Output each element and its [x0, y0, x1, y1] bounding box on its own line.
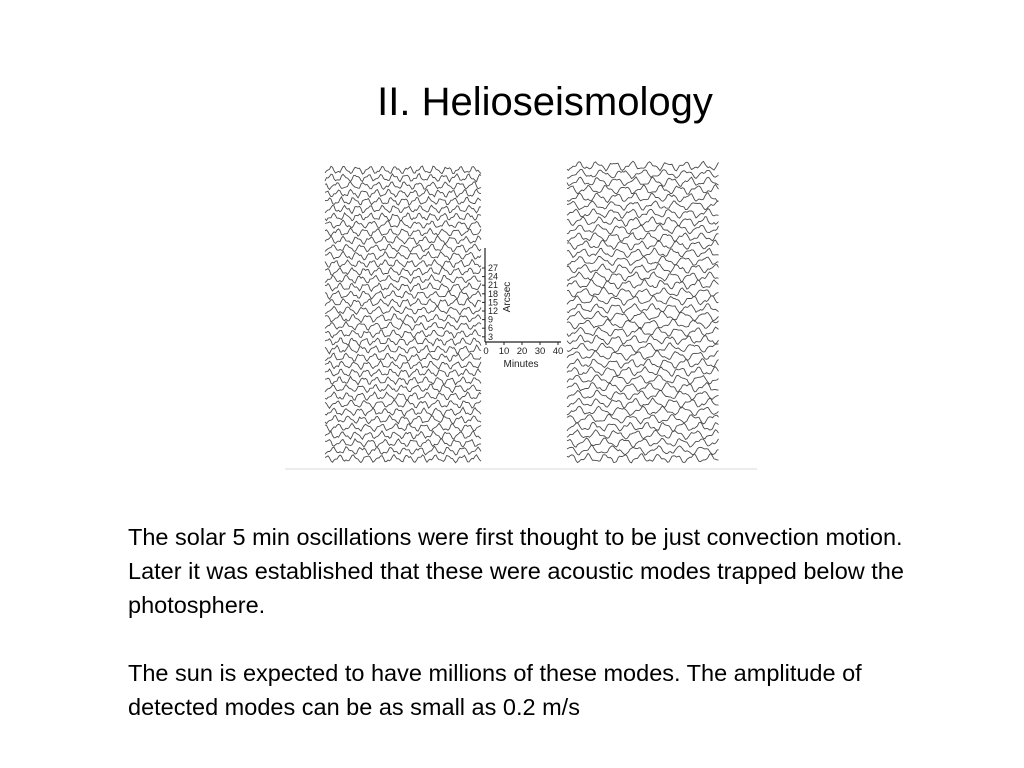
left-trace	[325, 251, 481, 260]
left-trace	[325, 384, 481, 392]
right-trace	[567, 233, 719, 242]
left-trace	[325, 439, 481, 447]
right-trace	[567, 304, 719, 314]
right-trace	[567, 438, 719, 448]
right-trace	[567, 343, 719, 353]
left-trace	[325, 182, 481, 190]
x-tick-label: 30	[534, 346, 546, 357]
paragraph-oscillations: The solar 5 min oscillations were first thought to be just convection motion. Later it was established that these were acoustic modes trapped below the photosphere.	[128, 524, 904, 618]
left-trace	[325, 455, 481, 463]
left-trace	[325, 392, 481, 400]
right-trace	[567, 201, 719, 210]
left-trace	[325, 361, 481, 370]
left-trace	[325, 189, 481, 198]
x-tick-label: 10	[498, 346, 510, 357]
right-trace	[567, 161, 719, 171]
right-trace	[567, 256, 719, 265]
left-trace	[325, 244, 481, 252]
right-trace	[567, 224, 719, 234]
slide-title: II. Helioseismology	[377, 80, 713, 124]
y-tick-label: 21	[488, 280, 499, 291]
left-trace-panel	[325, 166, 481, 463]
y-tick-label: 15	[488, 297, 499, 308]
paragraph-modes: The sun is expected to have millions of these modes. The amplitude of detected modes can be as small as 0.2 m/s	[128, 660, 862, 720]
y-tick-label: 6	[488, 323, 494, 334]
oscillation-traces-plot	[285, 152, 757, 472]
left-trace	[325, 407, 481, 416]
left-trace	[325, 236, 481, 245]
left-trace	[325, 431, 481, 439]
right-trace	[567, 367, 719, 377]
right-trace	[567, 185, 719, 195]
left-trace	[325, 377, 481, 385]
right-trace	[567, 248, 719, 258]
right-trace	[567, 272, 719, 282]
left-trace	[325, 446, 481, 455]
right-trace	[567, 406, 719, 415]
right-trace	[567, 375, 719, 385]
left-trace	[325, 205, 481, 213]
y-axis-label: Arcsec	[502, 281, 513, 313]
left-trace	[325, 314, 481, 323]
left-trace	[325, 267, 481, 275]
left-trace	[325, 423, 481, 431]
left-trace	[325, 369, 481, 377]
y-tick-label: 3	[488, 331, 494, 342]
x-tick-label: 20	[516, 346, 528, 357]
left-trace	[325, 400, 481, 409]
y-tick-label: 27	[488, 263, 499, 273]
right-trace	[567, 240, 719, 250]
left-trace	[325, 291, 481, 299]
x-axis-label: Minutes	[503, 359, 539, 370]
right-trace	[567, 193, 719, 203]
left-trace	[325, 338, 481, 346]
left-trace	[325, 306, 481, 315]
right-trace	[567, 169, 719, 178]
left-trace	[325, 345, 481, 354]
right-trace	[567, 383, 719, 393]
right-trace-panel	[567, 161, 719, 463]
x-tick-label: 0	[483, 346, 489, 357]
left-trace	[325, 197, 481, 206]
left-trace	[325, 353, 481, 361]
left-trace	[325, 275, 481, 284]
left-trace	[325, 220, 481, 229]
y-tick-label: 12	[488, 306, 499, 316]
left-trace	[325, 283, 481, 292]
right-trace	[567, 350, 719, 360]
scale-axes	[482, 248, 563, 370]
right-trace	[567, 430, 719, 440]
left-trace	[325, 213, 481, 221]
left-trace	[325, 330, 481, 338]
right-trace	[567, 279, 719, 289]
left-trace	[325, 174, 481, 182]
y-tick-label: 18	[488, 288, 499, 299]
right-trace	[567, 335, 719, 345]
right-trace	[567, 446, 719, 456]
right-trace	[567, 414, 719, 424]
left-trace	[325, 298, 481, 307]
oscillation-figure	[285, 152, 757, 472]
right-trace	[567, 296, 719, 306]
x-tick-label: 40	[552, 346, 564, 357]
left-trace	[325, 259, 481, 267]
y-tick-label: 24	[488, 271, 499, 282]
x-tick-group	[483, 342, 563, 357]
y-tick-label: 9	[488, 314, 494, 325]
left-trace	[325, 415, 481, 424]
right-trace	[567, 453, 719, 463]
right-trace	[567, 359, 719, 369]
right-trace	[567, 288, 719, 297]
left-trace	[325, 322, 481, 331]
left-trace	[325, 228, 481, 236]
right-trace	[567, 327, 719, 336]
right-trace	[567, 422, 719, 431]
left-trace	[325, 166, 481, 174]
